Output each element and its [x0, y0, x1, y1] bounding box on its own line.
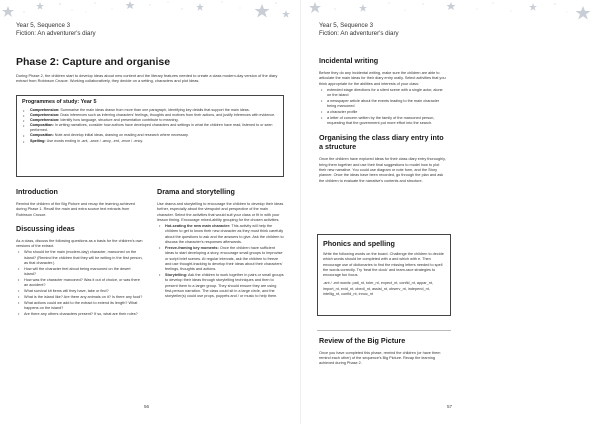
programmes-list [22, 108, 278, 144]
activity-item: • Freeze-framing key moments: Once the children have sufficient ideas to start developing a story, encourage small groups to improvise or script brief scenes. At regular intervals, ask the children to freeze and use thought-tracking to develop their ideas about their characters' feelings, thoughts and actions. [157, 246, 284, 272]
introduction-text: Remind the children of the Big Picture and recap the learning achieved during Phase 1. Recall the main and extra source text extracts from Robinson Crusoe. [16, 202, 135, 217]
question-item: • What actions could we add to the extract to extend its length? What happens on the island? [16, 301, 143, 312]
question-item: • How was the character marooned? Was it out of choice, or was there an accident? [16, 278, 143, 289]
discussing-heading: Discussing ideas [16, 223, 75, 233]
section-divider [317, 330, 451, 331]
organising-heading: Organising the class diary entry into a structure [319, 133, 444, 152]
header-year: Year 5, Sequence 3 [16, 22, 71, 29]
activity-item: • Hot-seating the new main character: This activity will help the children to get to know their new character as they must think carefully about the questions to ask and the answers to give. Ask the children to discuss the character's responses afterwards. [157, 224, 284, 245]
activity-item: • Storytelling: Ask the children to work together in pairs or small groups to develop their ideas through storytelling techniques and then to present them to a larger group. They should ensure they are using first-person narration. The class could sit in a large circle, and the storyteller(s) could use props, puppets and / or music to help them. [157, 273, 284, 299]
header-fiction: Fiction: An adventurer's diary [319, 30, 399, 37]
question-item: • What survival kit items will they have, take or find? [16, 289, 143, 294]
drama-text: Use drama and storytelling to encourage the children to develop their ideas further, especially about the viewpoint and perspective of the main character. Select the activities that would suit your class or fit in with your lesson timing. Encourage mixed-ability grouping for the chosen activities. [157, 202, 284, 222]
programmes-of-study-box [16, 95, 284, 177]
phase-title: Phase 2: Capture and organise [16, 56, 171, 68]
discussion-questions [16, 250, 143, 317]
question-item: • What is the island like? Are there any animals on it? Is there any food? [16, 295, 143, 300]
page-number: 56 [144, 404, 150, 409]
review-text: Once you have completed this phase, remind the children (or have them remind each other) of the sequence's Big Picture. Recap the learning achieved during Phase 2. [319, 350, 441, 366]
drama-activities [157, 224, 284, 299]
discussing-text: As a class, discuss the following questions as a basis for the children's own versions of the extract. [16, 238, 143, 249]
programme-item: • Comprehension: Identify how language, structure and presentation contribute to meaning. [22, 118, 278, 123]
running-header [319, 22, 399, 38]
incidental-item: • a character profile [319, 110, 447, 115]
right-page [300, 0, 600, 424]
page-number: 57 [447, 404, 453, 409]
header-year: Year 5, Sequence 3 [319, 22, 374, 29]
programme-item: • Composition: In writing narratives, consider how authors have developed characters and settings in what the children have read, listened to or seen performed. [22, 123, 278, 133]
introduction-heading: Introduction [16, 187, 58, 196]
incidental-list [319, 88, 447, 127]
programme-item: • Composition: Note and develop initial ideas, drawing on reading and research where necessary. [22, 133, 278, 138]
phase-intro: During Phase 2, the children start to develop ideas about new content and the literary features needed to create a class modern-day version of the diary extract from Robinson Crusoe. Working collaboratively, they decide on a setting, characters and plot ideas. [16, 73, 278, 84]
phonics-words: -ant / -ent words: pati_nt, toler_nt, expect_nt, confid_nt, appar_nt, import_nt, evid_nt, obedi_nt, assist_nt, observ_nt, independ_nt, intellig_nt, confid_nt, innoc_nt [323, 281, 433, 297]
question-item: • How will the character feel about being marooned on the desert island? [16, 267, 143, 278]
programme-item: • Spelling: Use words ending in -ant, -ance / -ancy, -ent, -ence / -ency. [22, 139, 278, 144]
programme-item: • Comprehension: Draw inferences such as inferring characters' feelings, thoughts and motives from their actions, and justify inferences with evidence. [22, 113, 278, 118]
incidental-section [319, 56, 447, 184]
header-fiction: Fiction: An adventurer's diary [16, 30, 96, 37]
phonics-heading: Phonics and spelling [323, 239, 395, 248]
incidental-item: • a letter of concern written by the family of the marooned person, requesting that the government put more effort into the search. [319, 116, 447, 127]
incidental-text: Before they do any incidental writing, make sure the children are able to articulate the main ideas for their diary entry orally. Select activities that you think appropriate for the abilities and interests of your class: [319, 71, 446, 86]
incidental-heading: Incidental writing [319, 56, 379, 65]
drama-heading: Drama and storytelling [157, 187, 235, 196]
incidental-item: • extended stage directions for a silent scene with a single actor, alone on the island [319, 88, 447, 99]
question-item: • Are there any others characters present? If so, what are their roles? [16, 312, 143, 317]
organising-text: Once the children have explored ideas for their class diary entry thoroughly, bring them together and use their final suggestions to model how to plot their new narrative. You could use diagram or note form, and the Story planner. Once the ideas have been recorded, go through the plan and ask the children to evaluate the narrative's contents and structure. [319, 157, 446, 183]
incidental-item: • a newspaper article about the events leading to the main character being marooned [319, 99, 447, 110]
programmes-title: Programmes of study: Year 5 [22, 99, 97, 105]
left-column [16, 187, 143, 318]
running-header [16, 22, 96, 38]
right-column [157, 187, 284, 300]
review-section [319, 327, 447, 366]
phonics-text: Write the following words on the board. Challenge the children to decide which words should be completed with a and which with e. Then encourage use of dictionaries to find the missing letters needed to spell the words correctly. Try 'beat the clock' and team-race strategies to encourage fun focus. [323, 252, 444, 278]
question-item: • Who should be the main (modern-day) character, marooned on the island? (Remind the children that they will be writing in the first person, as that character.) [16, 250, 143, 266]
phonics-spelling-box [317, 234, 451, 316]
programme-item: • Comprehension: Summarise the main ideas drawn from more than one paragraph, identifying key details that support the main ideas. [22, 108, 278, 113]
review-heading: Review of the Big Picture [319, 335, 406, 345]
